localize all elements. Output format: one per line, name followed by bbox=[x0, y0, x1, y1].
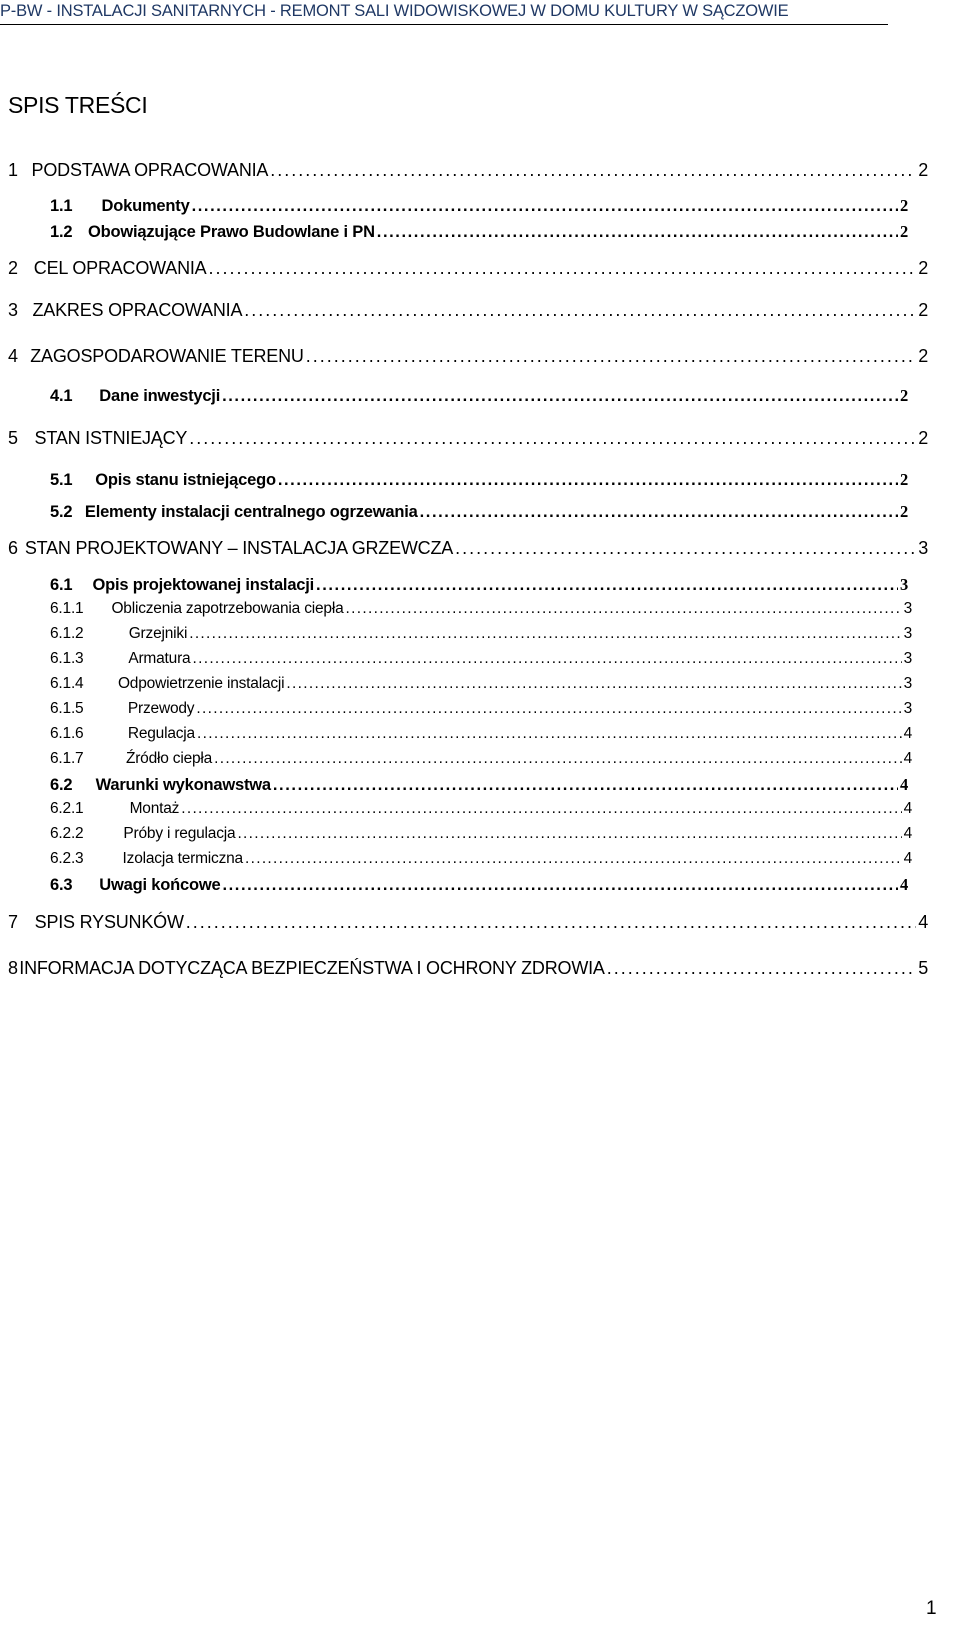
toc-entry[interactable] bbox=[8, 958, 928, 979]
toc-entry-title: Dokumenty bbox=[101, 197, 190, 215]
toc-entry[interactable] bbox=[50, 386, 908, 406]
toc-entry-title: Obliczenia zapotrzebowania ciepła bbox=[111, 600, 344, 617]
toc-entry-page: 3 bbox=[918, 538, 928, 558]
dot-leader bbox=[181, 800, 901, 818]
toc-entry-page: 2 bbox=[899, 222, 908, 241]
toc-entry[interactable] bbox=[50, 575, 908, 595]
toc-entry-number: 2 bbox=[8, 258, 18, 278]
toc-entry-title: STAN PROJEKTOWANY – INSTALACJA GRZEWCZA bbox=[24, 538, 454, 558]
toc-entry[interactable] bbox=[50, 502, 908, 522]
toc-entry[interactable] bbox=[50, 850, 912, 868]
toc-entry[interactable] bbox=[50, 750, 912, 768]
toc-entry-title: SPIS RYSUNKÓW bbox=[34, 912, 184, 932]
toc-entry-title: Elementy instalacji centralnego ogrzewania bbox=[84, 503, 418, 521]
dot-leader bbox=[209, 258, 917, 279]
toc-entry[interactable] bbox=[8, 258, 928, 279]
toc-entry[interactable] bbox=[50, 825, 912, 843]
toc-entry[interactable] bbox=[50, 675, 912, 693]
toc-entry-number: 6.1.7 bbox=[50, 750, 84, 767]
toc-entry[interactable] bbox=[8, 538, 928, 559]
toc-entry-page: 3 bbox=[903, 625, 912, 642]
toc-entry-number: 6.2.3 bbox=[50, 850, 84, 867]
toc-entry-page: 2 bbox=[918, 346, 928, 366]
toc-entry[interactable] bbox=[8, 160, 928, 181]
toc-entry-title: Izolacja termiczna bbox=[122, 850, 243, 867]
toc-entry-number: 6.1.6 bbox=[50, 725, 84, 742]
toc-entry[interactable] bbox=[8, 346, 928, 367]
toc-entry-page: 4 bbox=[903, 850, 912, 867]
toc-entry-title: Regulacja bbox=[127, 725, 195, 742]
toc-entry-title: PODSTAWA OPRACOWANIA bbox=[31, 160, 269, 180]
toc-entry-number: 6 bbox=[8, 538, 18, 558]
dot-leader bbox=[286, 675, 901, 693]
toc-entry-number: 6.2 bbox=[50, 776, 73, 794]
toc-entry-title: Grzejniki bbox=[128, 625, 188, 642]
toc-entry-number: 5.1 bbox=[50, 471, 73, 489]
toc-entry[interactable] bbox=[50, 650, 912, 668]
toc-entry[interactable] bbox=[50, 600, 912, 618]
dot-leader bbox=[192, 197, 898, 216]
dot-leader bbox=[270, 160, 916, 181]
toc-entry-title: ZAGOSPODAROWANIE TERENU bbox=[30, 346, 304, 366]
dot-leader bbox=[278, 471, 898, 490]
toc-entry[interactable] bbox=[8, 300, 928, 321]
toc-entry-page: 2 bbox=[899, 386, 908, 405]
toc-entry-page: 3 bbox=[903, 600, 912, 617]
toc-entry[interactable] bbox=[50, 775, 908, 795]
dot-leader bbox=[245, 850, 902, 868]
toc-entry-page: 4 bbox=[918, 912, 928, 932]
running-header-text: P-BW - INSTALACJI SANITARNYCH - REMONT SALI WIDOWISKOWEJ W DOMU KULTURY W SĄCZOWIE bbox=[0, 2, 789, 20]
dot-leader bbox=[237, 825, 901, 843]
toc-entry-title: Przewody bbox=[127, 700, 195, 717]
toc-entry-page: 2 bbox=[918, 258, 928, 278]
dot-leader bbox=[214, 750, 901, 768]
toc-entry-number: 1.2 bbox=[50, 223, 73, 241]
toc-entry-number: 8 bbox=[8, 958, 18, 978]
toc-entry-page: 5 bbox=[918, 958, 928, 978]
toc-entry-page: 3 bbox=[903, 675, 912, 692]
toc-entry[interactable] bbox=[50, 800, 912, 818]
toc-entry-title: Armatura bbox=[128, 650, 191, 667]
toc-entry-number: 6.1.4 bbox=[50, 675, 84, 692]
toc-entry-page: 2 bbox=[899, 196, 908, 215]
dot-leader bbox=[346, 600, 902, 618]
toc-entry-page: 2 bbox=[918, 160, 928, 180]
dot-leader bbox=[197, 725, 902, 743]
toc-entry[interactable] bbox=[50, 625, 912, 643]
dot-leader bbox=[222, 387, 898, 406]
toc-entry-number: 1.1 bbox=[50, 197, 73, 215]
toc-entry-title: Obowiązujące Prawo Budowlane i PN bbox=[88, 223, 375, 241]
dot-leader bbox=[377, 223, 898, 242]
dot-leader bbox=[186, 912, 916, 933]
toc-entry-title: INFORMACJA DOTYCZĄCA BEZPIECZEŃSTWA I OCHRONY ZDROWIA bbox=[19, 958, 605, 978]
toc-entry-number: 4.1 bbox=[50, 387, 73, 405]
toc-entry-title: Opis stanu istniejącego bbox=[95, 471, 276, 489]
toc-entry-number: 1 bbox=[8, 160, 18, 180]
toc-entry[interactable] bbox=[8, 428, 928, 449]
toc-entry-page: 4 bbox=[899, 775, 908, 794]
toc-entry[interactable] bbox=[8, 912, 928, 933]
toc-entry-page: 4 bbox=[903, 725, 912, 742]
page-title: SPIS TREŚCI bbox=[8, 92, 148, 118]
toc-entry-page: 3 bbox=[903, 650, 912, 667]
toc-entry[interactable] bbox=[50, 725, 912, 743]
dot-leader bbox=[189, 428, 916, 449]
toc-entry-number: 3 bbox=[8, 300, 18, 320]
toc-entry-page: 2 bbox=[918, 428, 928, 448]
toc-entry-number: 6.1.1 bbox=[50, 600, 84, 617]
toc-entry-title: ZAKRES OPRACOWANIA bbox=[32, 300, 243, 320]
toc-entry-number: 5 bbox=[8, 428, 18, 448]
toc-entry-title: Uwagi końcowe bbox=[99, 876, 221, 894]
toc-entry-title: Warunki wykonawstwa bbox=[95, 776, 271, 794]
toc-entry-title: Odpowietrzenie instalacji bbox=[117, 675, 285, 692]
toc-entry-page: 4 bbox=[899, 875, 908, 894]
toc-entry-page: 2 bbox=[899, 502, 908, 521]
toc-entry-title: Montaż bbox=[129, 800, 180, 817]
dot-leader bbox=[316, 576, 898, 595]
toc-entry-number: 6.2.2 bbox=[50, 825, 84, 842]
toc-entry[interactable] bbox=[50, 470, 908, 490]
toc-entry-number: 6.1.5 bbox=[50, 700, 84, 717]
toc-entry-page: 2 bbox=[918, 300, 928, 320]
dot-leader bbox=[455, 538, 916, 559]
dot-leader bbox=[607, 958, 916, 979]
toc-entry-title: Dane inwestycji bbox=[99, 387, 221, 405]
dot-leader bbox=[420, 503, 898, 522]
toc-entry-number: 4 bbox=[8, 346, 18, 366]
toc-entry-page: 4 bbox=[903, 825, 912, 842]
toc-entry-title: STAN ISTNIEJĄCY bbox=[34, 428, 188, 448]
toc-entry-number: 5.2 bbox=[50, 503, 73, 521]
running-header bbox=[0, 0, 888, 25]
toc-entry[interactable] bbox=[50, 700, 912, 718]
dot-leader bbox=[222, 876, 897, 895]
toc-entry-title: Źródło ciepła bbox=[125, 750, 213, 767]
toc-entry[interactable] bbox=[50, 196, 908, 216]
dot-leader bbox=[244, 300, 916, 321]
toc-entry-number: 6.3 bbox=[50, 876, 73, 894]
dot-leader bbox=[192, 650, 901, 668]
toc-entry[interactable] bbox=[50, 222, 908, 242]
toc-entry-number: 6.1.2 bbox=[50, 625, 84, 642]
toc-entry-page: 3 bbox=[903, 700, 912, 717]
dot-leader bbox=[189, 625, 901, 643]
dot-leader bbox=[273, 776, 898, 795]
toc-entry-title: Opis projektowanej instalacji bbox=[92, 576, 315, 594]
toc-entry-page: 2 bbox=[899, 470, 908, 489]
toc-entry-number: 6.1 bbox=[50, 576, 73, 594]
toc-entry-page: 3 bbox=[899, 575, 908, 594]
toc-entry-title: CEL OPRACOWANIA bbox=[33, 258, 207, 278]
dot-leader bbox=[306, 346, 916, 367]
toc-entry-title: Próby i regulacja bbox=[123, 825, 236, 842]
toc-entry-page: 4 bbox=[903, 750, 912, 767]
toc-entry-number: 6.2.1 bbox=[50, 800, 84, 817]
toc-entry[interactable] bbox=[50, 875, 908, 895]
toc-entry-page: 4 bbox=[903, 800, 912, 817]
toc-entry-number: 6.1.3 bbox=[50, 650, 84, 667]
toc-entry-number: 7 bbox=[8, 912, 18, 932]
page-number: 1 bbox=[926, 1598, 937, 1619]
dot-leader bbox=[196, 700, 901, 718]
